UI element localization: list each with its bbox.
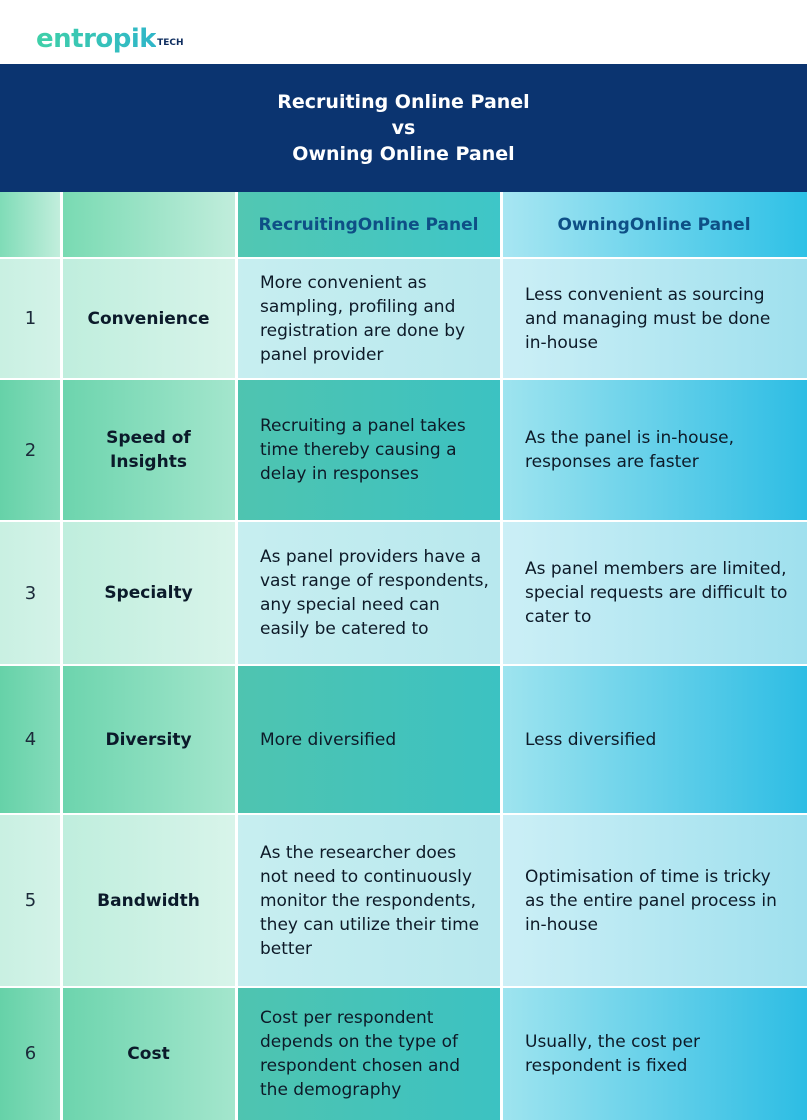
row-number-text: 4 [24,729,37,750]
column-divider [235,192,238,1120]
row-number [0,665,61,814]
header-owning-text: Online Panel [629,215,751,235]
row-divider [0,378,807,380]
row-number [0,814,61,987]
owning-description: As the panel is in-house, responses are faster [525,428,735,472]
row-criterion [61,521,236,665]
row-criterion-text: Speed of [106,428,191,448]
row-number-text: 2 [24,439,37,461]
row-divider [0,664,807,666]
owning-description: As panel members are limited, special requests are difficult to cater to [525,559,788,627]
recruiting-description: As panel providers have a vast range of respondents, any special need can easily be catered to [260,547,489,639]
row-number-text: 5 [24,890,37,911]
row-criterion [61,987,236,1120]
column-divider [500,192,503,1120]
row-owning-text [501,987,807,1120]
row-divider [0,813,807,815]
row-criterion-text: Convenience [87,308,210,329]
row-owning-text [501,379,807,521]
header-recruiting-cell [236,192,501,258]
row-number-text: 6 [24,1043,37,1064]
row-criterion-text: Cost [127,1043,170,1064]
row-number-text: 1 [24,308,37,329]
row-criterion-text: Specialty [104,583,193,603]
row-divider [0,986,807,988]
row-recruiting-text [236,258,501,379]
owning-description: Less diversified [525,729,657,750]
title-banner [0,64,807,192]
header-owning-cell [501,192,807,258]
row-divider [0,520,807,522]
row-number [0,258,61,379]
row-number [0,987,61,1120]
entropik-logo [36,18,184,54]
owning-description: Optimisation of time is tricky as the entire panel process in in-house [525,866,777,935]
row-owning-text [501,258,807,379]
row-criterion [61,665,236,814]
header-criterion-cell [61,192,236,258]
recruiting-description: As the researcher does not need to continuously monitor the respondents, they can utilize their time better [260,842,480,959]
row-criterion-text: Bandwidth [97,890,200,911]
header-owning-text: Owning [557,215,630,235]
row-recruiting-text [236,814,501,987]
row-criterion-text: Insights [110,452,187,472]
recruiting-description: More convenient as sampling, profiling and registration are done by panel provider [260,272,466,365]
recruiting-description: Cost per respondent depends on the type of respondent chosen and the demography [260,1007,460,1100]
owning-description: Less convenient as sourcing and managing must be done in-house [525,284,771,353]
row-owning-text [501,814,807,987]
row-recruiting-text [236,665,501,814]
recruiting-description: Recruiting a panel takes time thereby causing a delay in responses [260,416,466,484]
row-number [0,379,61,521]
row-criterion [61,258,236,379]
header-number-cell [0,192,61,258]
logo-wordmark: entropik [36,24,157,54]
banner-title-vs: vs [391,117,416,139]
row-owning-text [501,665,807,814]
row-criterion-text: Diversity [105,729,192,750]
banner-title-line-1: Recruiting Online Panel [277,91,530,113]
column-divider [60,192,63,1120]
row-divider [0,257,807,259]
row-owning-text [501,521,807,665]
row-number [0,521,61,665]
row-recruiting-text [236,987,501,1120]
row-criterion [61,814,236,987]
recruiting-description: More diversified [260,729,397,750]
owning-description: Usually, the cost per respondent is fixed [525,1031,701,1076]
row-criterion [61,379,236,521]
row-recruiting-text [236,379,501,521]
header-recruiting-text: Online Panel [357,215,479,235]
banner-title-line-2: Owning Online Panel [292,143,515,165]
row-number-text: 3 [24,582,37,604]
logo-suffix: TECH [157,38,184,48]
row-recruiting-text [236,521,501,665]
header-recruiting-text: Recruiting [258,215,358,235]
